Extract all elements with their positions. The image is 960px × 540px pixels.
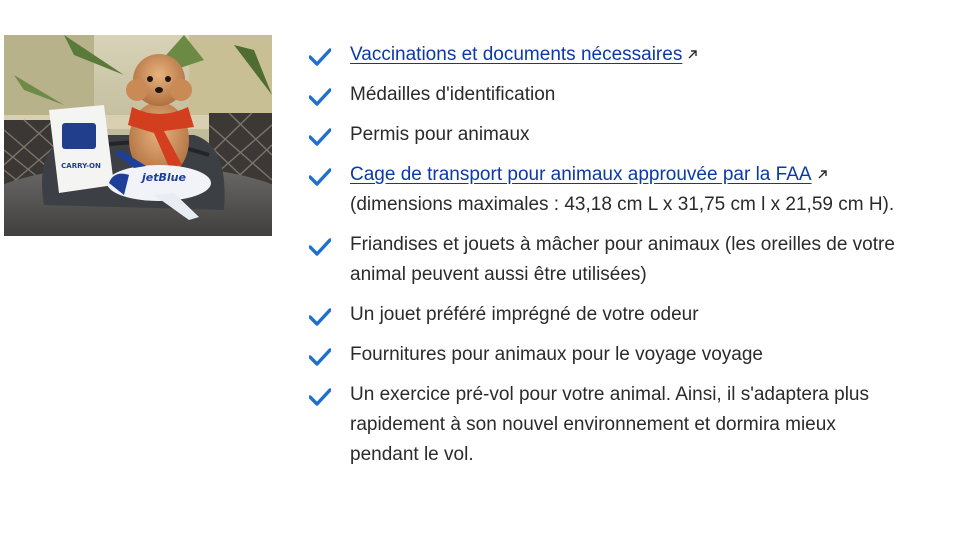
checkmark-icon: [309, 238, 331, 256]
external-link-arrow-icon: [817, 169, 828, 180]
vaccinations-link[interactable]: Vaccinations et documents nécessaires: [350, 44, 683, 65]
list-item: [307, 300, 960, 330]
faa-carrier-link[interactable]: Cage de transport pour animaux approuvée par la FAA: [350, 164, 812, 185]
list-item: [307, 340, 960, 370]
list-item: [307, 380, 960, 470]
checkmark-icon: [309, 308, 331, 326]
pet-photo: [4, 35, 272, 236]
list-item-text: Friandises et jouets à mâcher pour animaux (les oreilles de votre: [350, 234, 895, 255]
list-item-text-line2: (dimensions maximales : 43,18 cm L x 31,75 cm l x 21,59 cm H).: [350, 194, 895, 215]
list-item-text-line3: pendant le vol.: [350, 444, 474, 465]
pet-photo-illustration: [4, 35, 272, 236]
list-item-text: Médailles d'identification: [350, 84, 556, 105]
checkmark-icon: [309, 168, 331, 186]
checkmark-icon: [309, 128, 331, 146]
list-item: [307, 160, 960, 220]
list-item: [307, 120, 960, 150]
list-item-text: Fournitures pour animaux pour le voyage voyage: [350, 344, 763, 365]
list-item-text-line2: rapidement à son nouvel environnement et dormira mieux: [350, 414, 836, 435]
list-item-text: Un jouet préféré imprégné de votre odeur: [350, 304, 699, 325]
list-item-text-line2: animal peuvent aussi être utilisées): [350, 264, 647, 285]
checkmark-icon: [309, 388, 331, 406]
checkmark-icon: [309, 348, 331, 366]
checkmark-icon: [309, 48, 331, 66]
list-item: [307, 80, 960, 110]
list-item: [307, 40, 960, 70]
pet-checklist: [307, 40, 960, 480]
checkmark-icon: [309, 88, 331, 106]
external-link-arrow-icon: [687, 49, 698, 60]
list-item: [307, 230, 960, 290]
bag-tag-text: CARRY-ON: [61, 162, 101, 170]
plane-brand-text: jetBlue: [142, 171, 186, 184]
list-item-text: Un exercice pré-vol pour votre animal. Ainsi, il s'adaptera plus: [350, 384, 869, 405]
list-item-text: Permis pour animaux: [350, 124, 530, 145]
